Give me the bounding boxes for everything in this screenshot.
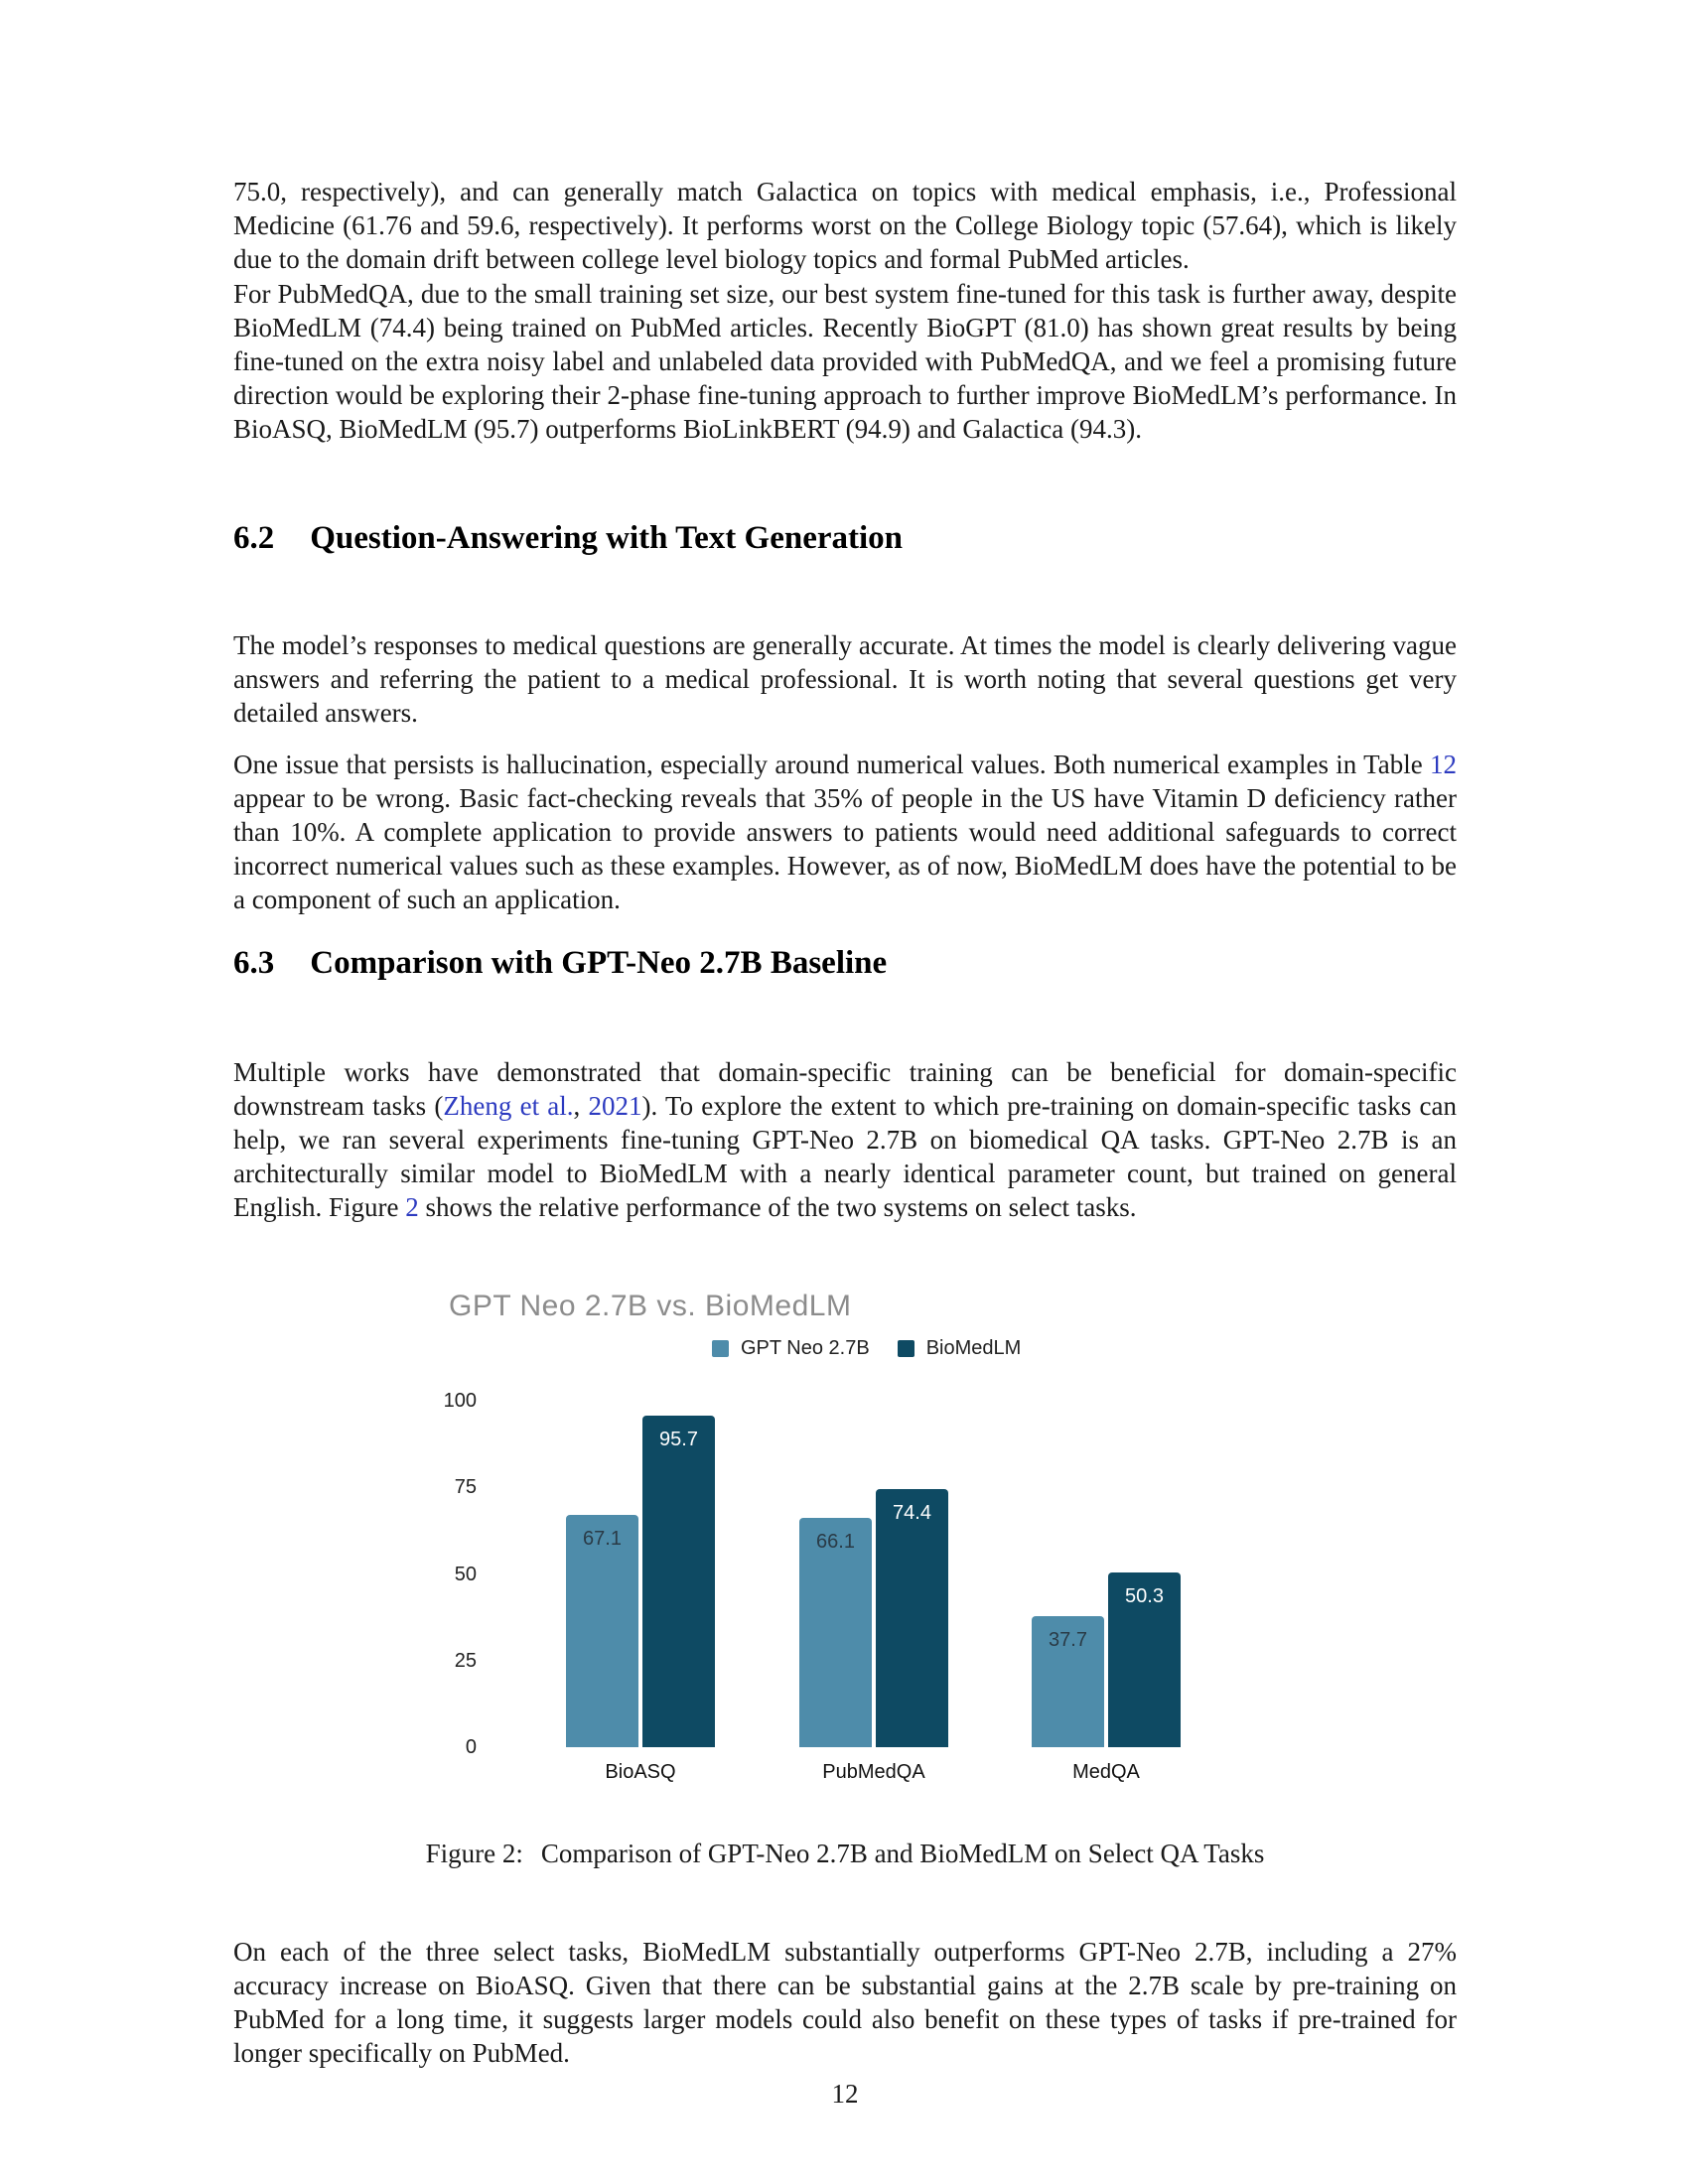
text-segment: appear to be wrong. Basic fact-checking reveals that 35% of people in the US have Vitamin D deficiency rather than 10%. A complete application to provide answers to patients would need additional safeguards to correct incorrect numerical values such as these examples. However, as of now, BioMedLM does have the potential to be a component of such an application. bbox=[233, 783, 1457, 914]
bar-value-label: 37.7 bbox=[1049, 1629, 1087, 1652]
text-segment: ). To explore the extent to which pre-training on domain-specific tasks can help, we ran several experiments fine-tuning GPT-Neo 2.7B on biomedical QA tasks. GPT-Neo 2.7B is an architecturally similar model to BioMedLM with a nearly identical parameter count, but trained on general English. Figure bbox=[233, 1091, 1458, 1222]
y-tick-label: 75 bbox=[454, 1476, 477, 1499]
page-number: 12 bbox=[831, 2079, 859, 2109]
section-number: 6.3 bbox=[233, 945, 275, 981]
legend-label: GPT Neo 2.7B bbox=[741, 1337, 870, 1359]
figure-2-link[interactable]: 2 bbox=[405, 1192, 419, 1222]
x-axis-label-bioasq: BioASQ bbox=[605, 1761, 676, 1783]
section-title: Question-Answering with Text Generation bbox=[310, 520, 904, 556]
y-tick-label: 0 bbox=[465, 1736, 477, 1758]
figure-2-chart bbox=[427, 1274, 1241, 1815]
bar-bioasq-biomedlm bbox=[642, 1416, 715, 1747]
paragraph-intro: 75.0, respectively), and can generally match Galactica on topics with medical emphasis, i.e., Professional Medicine (61.76 and 59.6, respectively). It performs worst on the College Biology topic (57.64), which is likely due to the domain drift between college level biology topics and formal PubMed articles. bbox=[233, 177, 1457, 274]
figure-caption bbox=[233, 1839, 1457, 1869]
text-segment: shows the relative performance of the two systems on select tasks. bbox=[418, 1192, 1137, 1222]
bar-value-label: 95.7 bbox=[659, 1429, 698, 1450]
chart-plot bbox=[427, 1274, 1241, 1815]
paragraph-hallucination bbox=[233, 748, 1457, 916]
bar-value-label: 74.4 bbox=[893, 1502, 931, 1525]
text-segment: , bbox=[573, 1091, 589, 1121]
table-12-link[interactable]: 12 bbox=[1430, 750, 1457, 779]
bar-pubmedqa-biomedlm bbox=[876, 1489, 948, 1747]
chart-title: GPT Neo 2.7B vs. BioMedLM bbox=[449, 1290, 852, 1322]
y-tick-label: 50 bbox=[454, 1563, 477, 1585]
bar-value-label: 66.1 bbox=[816, 1531, 855, 1554]
text-segment: One issue that persists is hallucination, especially around numerical values. Both numerical examples in Table bbox=[233, 750, 1430, 779]
section-heading-6-2 bbox=[233, 520, 903, 557]
figure-caption-label: Figure 2: bbox=[425, 1839, 523, 1868]
y-tick-label: 100 bbox=[443, 1390, 477, 1412]
x-axis-label-medqa: MedQA bbox=[1072, 1761, 1140, 1783]
section-heading-6-3 bbox=[233, 945, 887, 982]
paragraph-comparison bbox=[233, 1055, 1457, 1224]
y-tick-label: 25 bbox=[454, 1649, 477, 1672]
text-segment: Multiple works have demonstrated that domain-specific training can be beneficial for domain-specific downstream tasks ( bbox=[233, 1057, 1457, 1121]
bar-value-label: 50.3 bbox=[1125, 1585, 1164, 1608]
section-number: 6.2 bbox=[233, 520, 275, 556]
legend-label: BioMedLM bbox=[925, 1337, 1022, 1359]
section-title: Comparison with GPT-Neo 2.7B Baseline bbox=[310, 945, 888, 981]
paragraph-conclusion: On each of the three select tasks, BioMedLM substantially outperforms GPT-Neo 2.7B, including a 27% accuracy increase on BioASQ. Given that there can be substantial gains at the 2.7B scale by pre-training on PubMed for a long time, it suggests larger models could also benefit on these types of tasks if pre-trained for longer specifically on PubMed. bbox=[233, 1937, 1457, 2068]
citation-zheng-link[interactable]: Zheng et al. bbox=[443, 1091, 574, 1121]
citation-year-link[interactable]: 2021 bbox=[588, 1091, 642, 1121]
paragraph-pubmedqa: For PubMedQA, due to the small training set size, our best system fine-tuned for this task is further away, despite BioMedLM (74.4) being trained on PubMed articles. Recently BioGPT (81.0) has shown great results by being fine-tuned on the extra noisy label and unlabeled data provided with PubMedQA, and we feel a promising future direction would be exploring their 2-phase fine-tuning approach to further improve BioMedLM’s performance. In BioASQ, BioMedLM (95.7) outperforms BioLinkBERT (94.9) and Galactica (94.3). bbox=[233, 279, 1457, 444]
paragraph-qa-generation: The model’s responses to medical questions are generally accurate. At times the model is clearly delivering vague answers and referring the patient to a medical professional. It is worth noting that several questions get very detailed answers. bbox=[233, 630, 1457, 728]
x-axis-label-pubmedqa: PubMedQA bbox=[822, 1761, 925, 1783]
bar-bioasq-gptneo bbox=[566, 1515, 638, 1747]
bar-value-label: 67.1 bbox=[583, 1527, 622, 1550]
figure-caption-text: Comparison of GPT-Neo 2.7B and BioMedLM on Select QA Tasks bbox=[540, 1839, 1265, 1868]
